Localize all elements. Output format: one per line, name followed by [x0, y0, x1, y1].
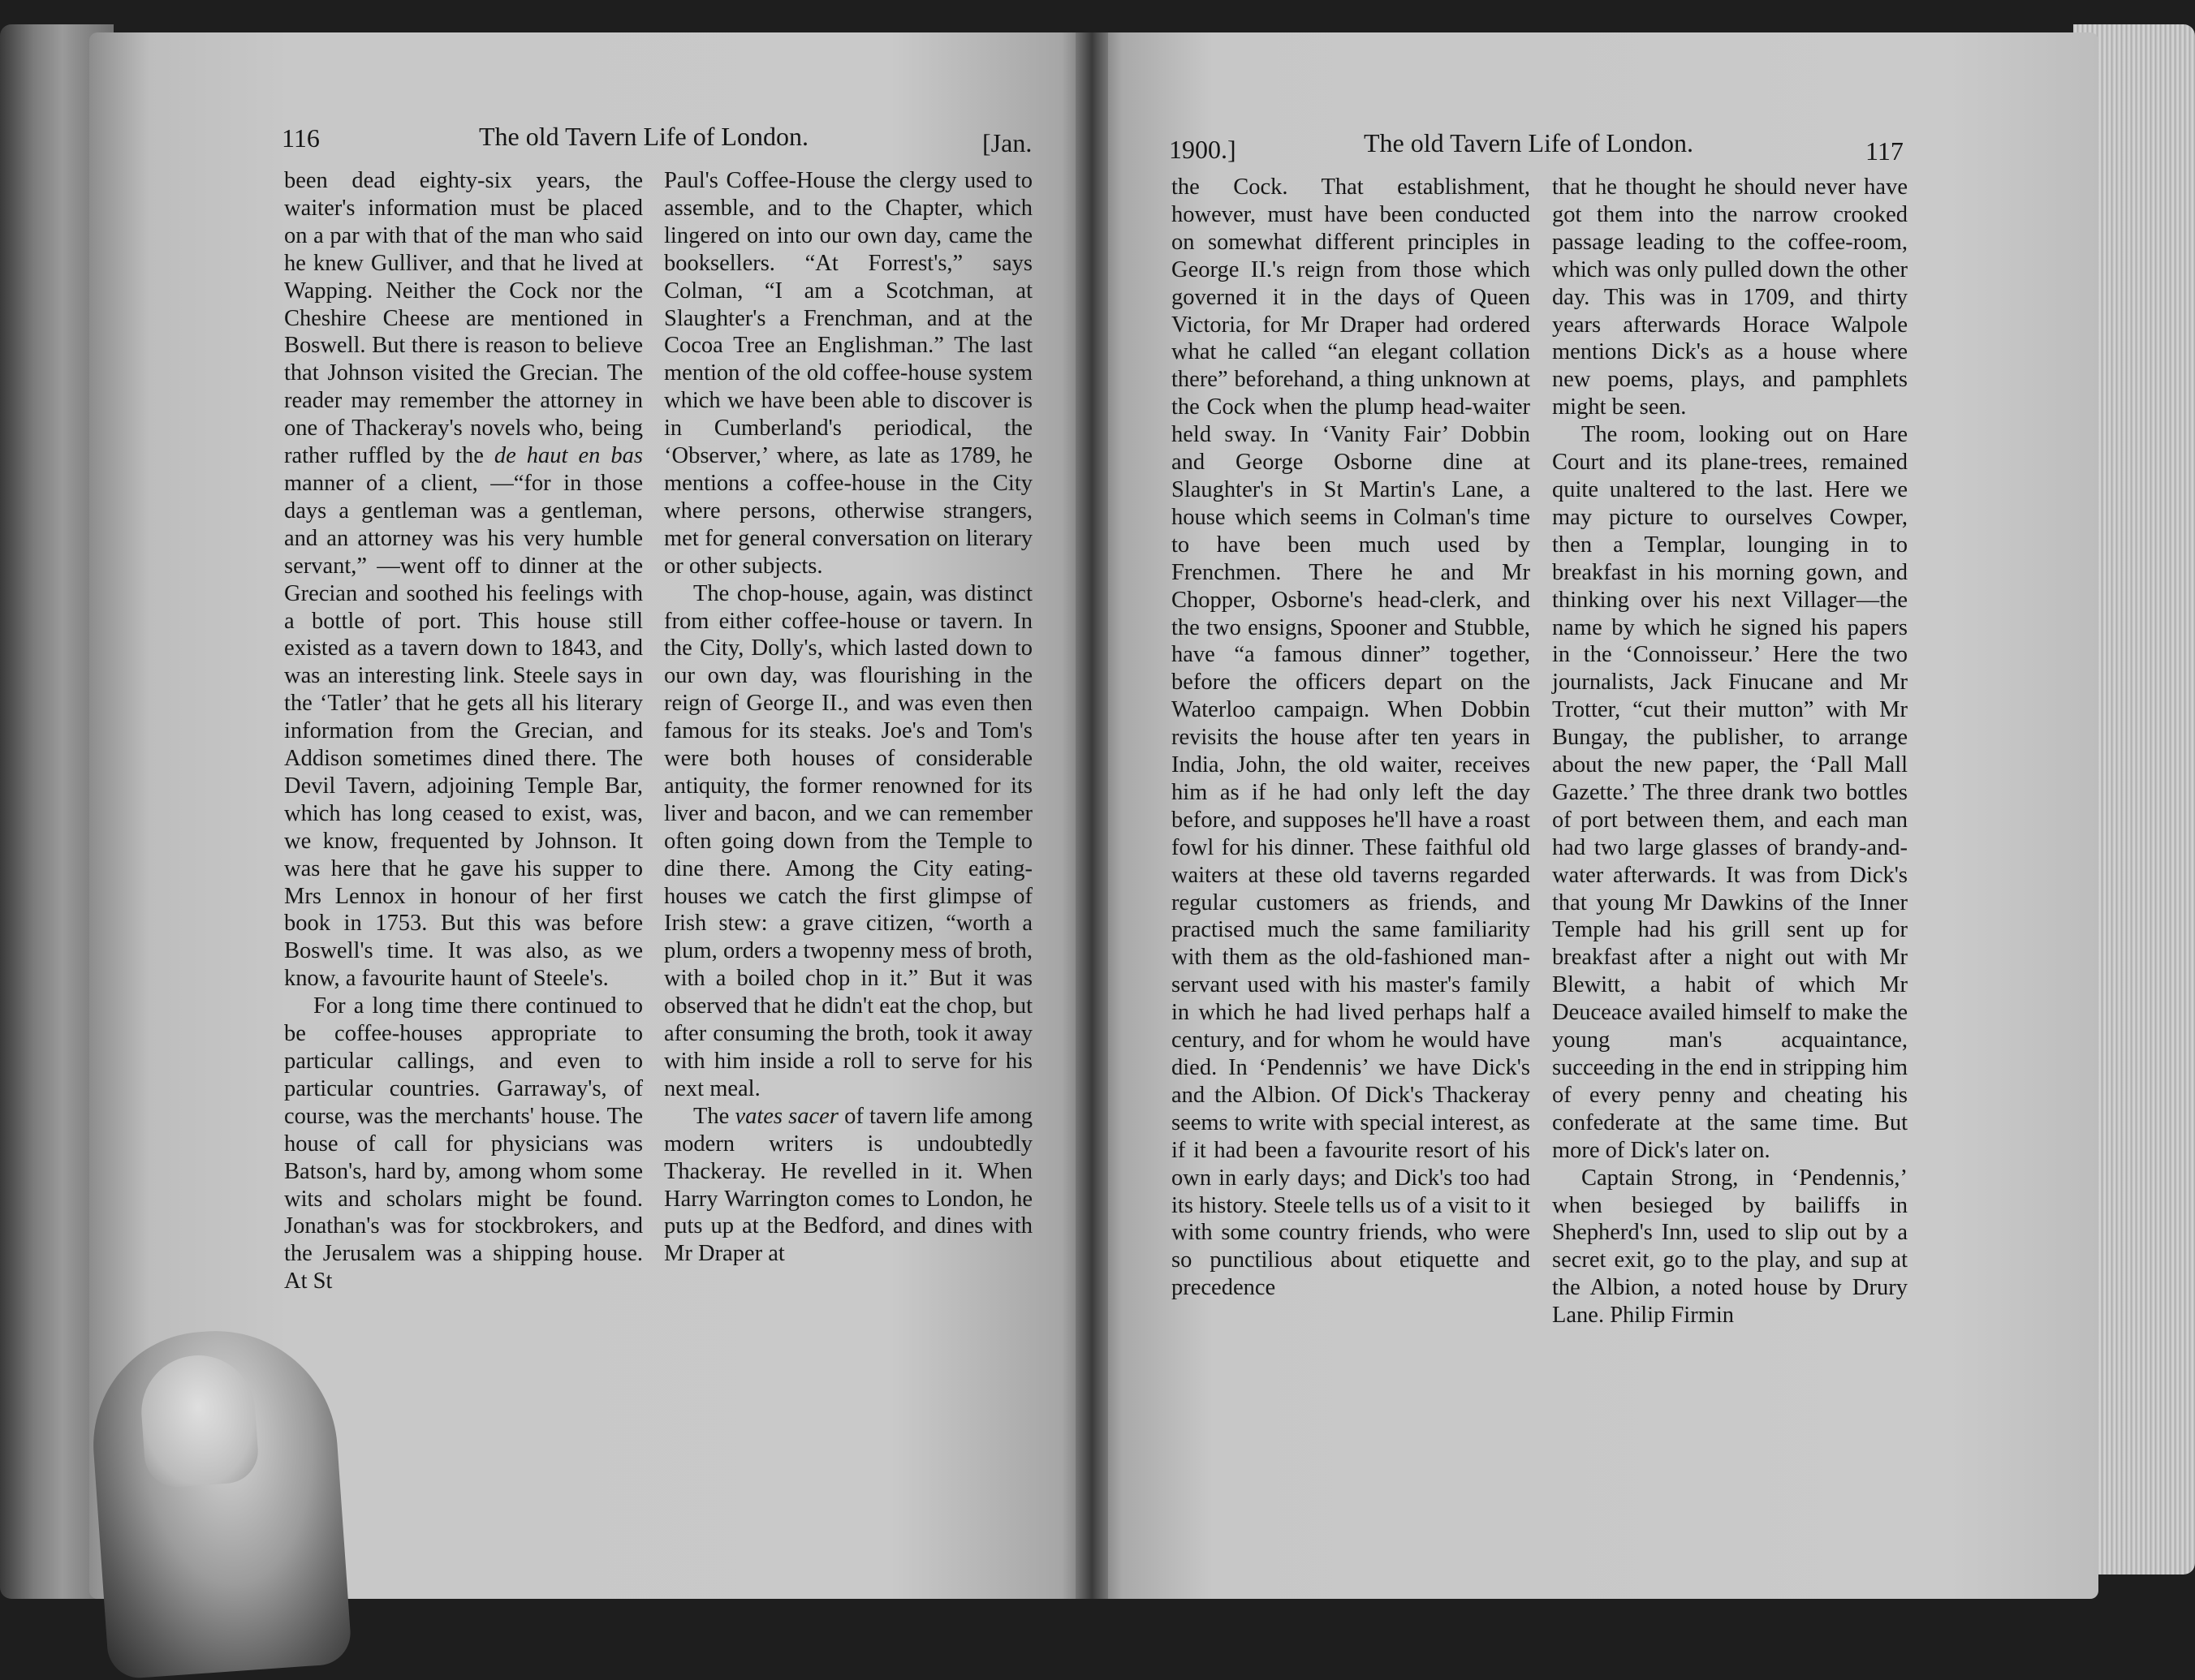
paragraph [664, 580, 1033, 1103]
left-date: [Jan. [982, 128, 1033, 157]
left-column-2 [664, 167, 1033, 1498]
right-column-1 [1171, 174, 1530, 1521]
book-gutter [1076, 32, 1108, 1599]
italic-phrase: de haut en bas [494, 443, 643, 469]
left-column-1 [284, 167, 643, 1498]
paragraph-text: that he thought he should never have got them into the narrow crooked passage leading to the coffee-room, which was only pulled down the other day. This was in 1709, and thirty years afterwards Horace Walpole mentions Dick's as a house where new poems, plays, and pamphlets might be seen. [1552, 174, 1908, 420]
paragraph-text-continued: manner of a client, —“for in those days a gentleman was a gentleman, and an attorney was his very humble servant,” —went off to dinner at the Grecian and soothed his feelings with a bottle of port. This house still existed as a tavern down to 1843, and was an interesting link. Steele says in the ‘Tatler’ that he gets all his literary information from the Grecian, and Addison sometimes dined there. The Devil Tavern, adjoining Temple Bar, which has long ceased to exist, was, we know, frequented by Johnson. It was here that he gave his supper to Mrs Lennox in honour of her first book in 1753. But this was before Boswell's time. It was also, as we know, a favourite haunt of Steele's. [284, 470, 643, 992]
left-page-number: 116 [282, 123, 320, 153]
paragraph-text: Captain Strong, in ‘Pendennis,’ when besieged by bailiffs in Shepherd's Inn, used to slip out by a secret exit, go to the play, and sup at the Albion, a noted house by Drury Lane. Philip Firmin [1552, 1165, 1908, 1329]
paragraph-text: The [693, 1103, 735, 1129]
paragraph-text: The room, looking out on Hare Court and its plane-trees, remained quite unaltered to the last. Here we may picture to ourselves Cowper, then a Templar, lounging in to breakfast in his morning gown, and thinking over his next Villager—the name by which he signed his papers in the ‘Connoisseur.’ Here the two journalists, Jack Finucane and Mr Trotter, “cut their mutton” with Mr Bungay, the publisher, to arrange about the new paper, the ‘Pall Mall Gazette.’ The three drank two bottles of port between them, and each man had two large glasses of brandy-and-water afterwards. It was from Dick's that young Mr Dawkins of the Inner Temple had his grill sent up for breakfast after a night out with Mr Blewitt, a habit of which Mr Deuceace availed himself to make the young man's acquaintance, succeeding in the end in stripping him of every penny and cheating his confederate at the same time. But more of Dick's later on. [1552, 422, 1908, 1163]
paragraph-text: been dead eighty-six years, the waiter's information must be placed on a par with that of the man who said he knew Gulliver, and that he lived at Wapping. Neither the Cock nor the Cheshire Cheese are mentioned in Boswell. But there is reason to believe that Johnson visited the Grecian. The reader may remember the attorney in one of Thackeray's novels who, being rather ruffled by the [284, 168, 643, 469]
paragraph-text: For a long time there continued to be coffee-houses appropriate to particular callings, and even to particular countries. Garraway's, of course, was the merchants' house. The house of call for physicians was Batson's, hard by, among whom some wits and scholars might be found. Jonathan's was for stockbrokers, and the Jerusalem was a shipping house. At St [284, 993, 643, 1294]
left-running-title: The old Tavern Life of London. [479, 122, 809, 151]
right-running-title: The old Tavern Life of London. [1364, 128, 1693, 157]
paragraph [284, 993, 643, 1295]
paragraph [1552, 174, 1908, 421]
right-page-number: 117 [1865, 136, 1904, 166]
italic-phrase: vates sacer [735, 1103, 839, 1129]
paragraph [664, 167, 1033, 580]
paragraph [1552, 1165, 1908, 1329]
right-column-2 [1552, 174, 1908, 1521]
paragraph [1171, 174, 1530, 1302]
paragraph-text: Paul's Coffee-House the clergy used to assemble, and to the Chapter, which lingered on into our own day, came the booksellers. “At Forrest's,” says Colman, “I am a Scotchman, at Slaughter's a Frenchman, and at the Cocoa Tree an Englishman.” The last mention of the old coffee-house system which we have been able to discover is in Cumberland's periodical, the ‘Observer,’ where, as late as 1789, he mentions a coffee-house in the City where persons, otherwise strangers, met for general conversation on literary or other subjects. [664, 168, 1033, 579]
paragraph-text-continued: of tavern life among modern writers is undoubtedly Thackeray. He revelled in it. When Harry Warrington comes to London, he puts up at the Bedford, and dines with Mr Draper at [664, 1103, 1033, 1267]
paragraph-text: the Cock. That establishment, however, must have been conducted on somewhat different principles in George II.'s reign from those which governed it in the days of Queen Victoria, for Mr Draper had ordered what he called “an elegant collation there” beforehand, a thing unknown at the Cock when the plump head-waiter held sway. In ‘Vanity Fair’ Dobbin and George Osborne dine at Slaughter's in St Martin's Lane, a house which seems in Colman's time to have been much used by Frenchmen. There he and Mr Chopper, Osborne's head-clerk, and the two ensigns, Spooner and Stubble, have “a famous dinner” together, before the officers depart on the Waterloo campaign. When Dobbin revisits the house after ten years in India, John, the old waiter, receives him as if he had only left the day before, and supposes he'll have a roast fowl for his dinner. These faithful old waiters at these old taverns regarded regular customers as friends, and practised much the same familiarity with them as the old-fashioned man-servant used with his master's family in which he had lived perhaps half a century, and for whom he would have died. In ‘Pendennis’ we have Dick's and the Albion. Of Dick's Thackeray seems to write with special interest, as if it had been a favourite resort of his own in early days; and Dick's too had its history. Steele tells us of a visit to it with some country friends, who were so punctilious about etiquette and precedence [1171, 174, 1530, 1301]
paragraph [1552, 421, 1908, 1164]
paragraph [284, 167, 643, 993]
right-date: 1900.] [1169, 135, 1236, 164]
paragraph [664, 1103, 1033, 1268]
paragraph-text: The chop-house, again, was distinct from either coffee-house or tavern. In the City, Dolly's, which lasted down to our own day, was flourishing in the reign of George II., and was even then famous for its steaks. Joe's and Tom's were both houses of considerable antiquity, the former renowned for its liver and bacon, and we can remember often going down from the Temple to dine there. Among the City eating-houses we catch the first glimpse of Irish stew: a grave citizen, “worth a plum, orders a twopenny mess of broth, with a boiled chop in it.” But it was observed that he didn't eat the chop, but after consuming the broth, took it away with him inside a roll to serve for his next meal. [664, 580, 1033, 1101]
